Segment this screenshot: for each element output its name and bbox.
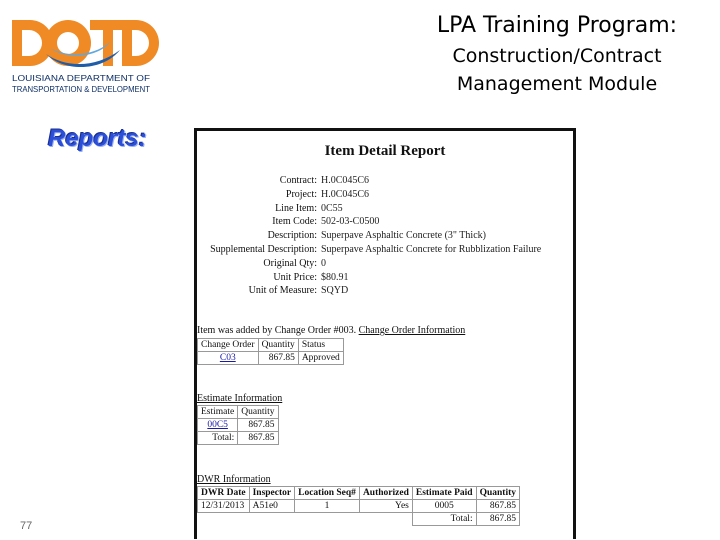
field-row (197, 175, 573, 189)
column-header: Change Order (198, 339, 259, 352)
title-line-1: LPA Training Program: (436, 13, 678, 38)
change-order-link[interactable]: C03 (198, 352, 259, 365)
column-header: Inspector (249, 487, 295, 500)
table-row (198, 419, 279, 432)
field-label: Contract: (279, 175, 317, 186)
table-row (198, 432, 279, 445)
field-value: Superpave Asphaltic Concrete (3" Thick) (321, 230, 486, 242)
change-order-info-link[interactable]: Change Order Information (358, 325, 466, 336)
column-header: Quantity (476, 487, 519, 500)
total-value: 867.85 (476, 513, 519, 526)
table-row (198, 352, 344, 365)
field-row (197, 244, 573, 258)
column-header: DWR Date (198, 487, 250, 500)
field-row (197, 230, 573, 244)
field-label: Unit Price: (273, 271, 317, 283)
field-label: Description: (267, 230, 317, 242)
table-cell: 867.85 (258, 352, 298, 365)
table-cell: 12/31/2013 (198, 500, 250, 513)
column-header: Quantity (238, 406, 278, 419)
change-order-note-text: Item was added by Change Order #003. (197, 325, 357, 336)
field-label: Item Code: (272, 216, 317, 228)
dotd-logo (10, 14, 160, 98)
table-cell: 1 (295, 500, 360, 513)
estimate-title: Estimate Information (197, 393, 283, 404)
column-header: Authorized (359, 487, 412, 500)
field-value: H.0C045C6 (321, 188, 370, 200)
change-order-table (197, 338, 344, 365)
slide-title (412, 10, 702, 98)
field-row (197, 216, 573, 230)
report-title: Item Detail Report (324, 143, 446, 159)
field-row (197, 189, 573, 203)
field-row (197, 258, 573, 272)
dwr-title: DWR Information (197, 474, 271, 485)
table-cell: A51e0 (249, 500, 295, 513)
table-cell: 867.85 (238, 419, 278, 432)
field-value: Superpave Asphaltic Concrete for Rubblization Failure (321, 243, 542, 255)
estimate-table (197, 405, 279, 445)
field-value: H.0C045C6 (321, 175, 370, 186)
field-label: Project: (285, 188, 317, 200)
field-label: Line Item: (275, 202, 317, 214)
slide-number: 77 (20, 520, 33, 532)
column-header: Estimate Paid (412, 487, 476, 500)
field-row (197, 285, 573, 299)
table-row (198, 500, 520, 513)
logo-agency-line1: LOUISIANA DEPARTMENT OF (12, 74, 150, 83)
field-value: 0 (321, 257, 326, 269)
table-cell: 0005 (412, 500, 476, 513)
total-value: 867.85 (238, 432, 278, 445)
table-row (198, 513, 520, 526)
column-header: Location Seq# (295, 487, 360, 500)
field-value: $80.91 (321, 271, 349, 283)
table-cell: 867.85 (476, 500, 519, 513)
title-line-3: Management Module (456, 73, 658, 95)
table-cell: Approved (298, 352, 343, 365)
field-label: Unit of Measure: (248, 285, 317, 297)
column-header: Status (298, 339, 343, 352)
field-row (197, 272, 573, 286)
column-header: Quantity (258, 339, 298, 352)
report-fields (197, 175, 573, 299)
table-cell: Yes (359, 500, 412, 513)
total-label: Total: (412, 513, 476, 526)
section-heading: Reports: (48, 125, 147, 152)
total-label: Total: (198, 432, 238, 445)
field-label: Supplemental Description: (210, 243, 317, 255)
logo-wordmark (12, 20, 159, 67)
title-line-2: Construction/Contract (452, 45, 662, 67)
dwr-table (197, 486, 520, 526)
field-value: 0C55 (321, 202, 343, 214)
logo-agency-line2: TRANSPORTATION & DEVELOPMENT (12, 85, 150, 94)
field-value: 502-03-C0500 (321, 216, 380, 228)
field-row (197, 203, 573, 217)
column-header: Estimate (198, 406, 238, 419)
change-order-note (197, 325, 465, 336)
estimate-link[interactable]: 00C5 (198, 419, 238, 432)
field-label: Original Qty: (263, 257, 317, 269)
report-screenshot (194, 128, 576, 539)
field-value: SQYD (321, 285, 349, 297)
